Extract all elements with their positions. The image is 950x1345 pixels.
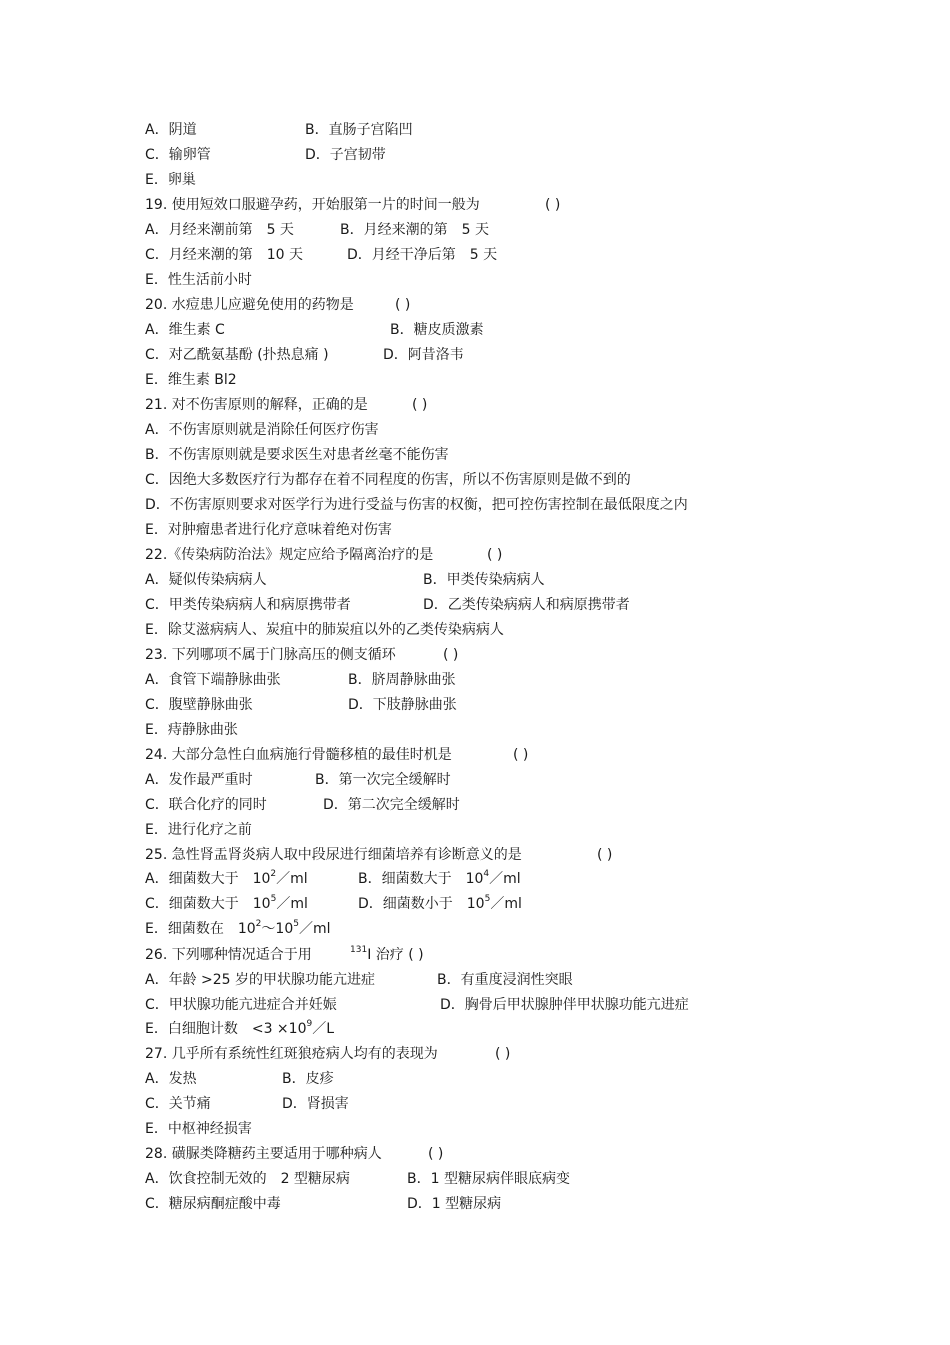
option-b: B．直肠子宫陷凹 <box>305 122 413 138</box>
option-d <box>358 894 522 914</box>
answer-bracket: ( ) <box>443 647 459 663</box>
exponent: 9 <box>306 1019 313 1030</box>
option-c: C．联合化疗的同时 <box>145 797 267 813</box>
option-b: B．月经来潮的第 5 天 <box>340 222 489 238</box>
option-c: C．糖尿病酮症酸中毒 <box>145 1196 281 1212</box>
option-c: C．甲状腺功能亢进症合并妊娠 <box>145 997 337 1013</box>
option-a: A．月经来潮前第 5 天 <box>145 222 294 238</box>
option-a: A．不伤害原则就是消除任何医疗伤害 <box>145 422 379 438</box>
isotope-number: 131 <box>350 945 368 956</box>
question-text: 23. 下列哪项不属于门脉高压的侧支循环 <box>145 647 396 663</box>
answer-bracket: ( ) <box>513 747 529 763</box>
option-b: B．第一次完全缓解时 <box>315 772 451 788</box>
unit: ／ml <box>276 871 308 887</box>
option-d: D．第二次完全缓解时 <box>323 797 460 813</box>
option-e: E．对肿瘤患者进行化疗意味着绝对伤害 <box>145 522 392 538</box>
option-e: E．痔静脉曲张 <box>145 722 238 738</box>
option-a: A．发热 <box>145 1071 197 1087</box>
exponent: 5 <box>270 894 277 905</box>
answer-bracket: ( ) <box>495 1046 511 1062</box>
option-a <box>145 869 308 889</box>
option-c: C．甲类传染病病人和病原携带者 <box>145 597 351 613</box>
option-d: D．1 型糖尿病 <box>407 1196 502 1212</box>
question-text: 28. 磺脲类降糖药主要适用于哪种病人 <box>145 1146 382 1162</box>
option-c: C．月经来潮的第 10 天 <box>145 247 304 263</box>
answer-bracket: I 治疗 ( ) <box>367 947 424 963</box>
option-d: D．子宫韧带 <box>305 147 386 163</box>
option-b <box>358 869 521 889</box>
question-text: 26. 下列哪种情况适合于用 <box>145 947 312 963</box>
option-e <box>145 1019 334 1039</box>
option-e: E．维生素 Bl2 <box>145 372 237 388</box>
option-b: B．不伤害原则就是要求医生对患者丝毫不能伤害 <box>145 447 449 463</box>
option-c: C．输卵管 <box>145 147 211 163</box>
unit: ／L <box>312 1021 335 1037</box>
option-a-text: A．细菌数大于 10 <box>145 871 271 887</box>
option-a: A．年龄 >25 岁的甲状腺功能亢进症 <box>145 972 376 988</box>
option-c: C．对乙酰氨基酚 (扑热息痛 ) <box>145 347 329 363</box>
option-e: E．性生活前小时 <box>145 272 252 288</box>
question-text: 27. 几乎所有系统性红斑狼疮病人均有的表现为 <box>145 1046 438 1062</box>
question-text: 19. 使用短效口服避孕药，开始服第一片的时间一般为 <box>145 197 480 213</box>
option-b: B．糖皮质激素 <box>390 322 484 338</box>
option-e <box>145 919 331 939</box>
option-d: D．月经干净后第 5 天 <box>347 247 498 263</box>
option-a: A．疑似传染病病人 <box>145 572 267 588</box>
question-text: 21. 对不伤害原则的解释，正确的是 <box>145 397 368 413</box>
option-d: D．胸骨后甲状腺肿伴甲状腺功能亢进症 <box>440 997 689 1013</box>
unit: ／ml <box>490 896 522 912</box>
question-text: 22.《传染病防治法》规定应给予隔离治疗的是 <box>145 547 434 563</box>
exponent: 2 <box>255 919 262 930</box>
option-b: B．脐周静脉曲张 <box>348 672 456 688</box>
exponent: 2 <box>270 869 277 880</box>
answer-bracket: ( ) <box>428 1146 444 1162</box>
option-b-text: B．细菌数大于 10 <box>358 871 484 887</box>
option-e-text: E．白细胞计数 <3 ×10 <box>145 1021 307 1037</box>
answer-bracket: ( ) <box>545 197 561 213</box>
option-e: E．卵巢 <box>145 172 196 188</box>
option-d: D．不伤害原则要求对医学行为进行受益与伤害的权衡，把可控伤害控制在最低限度之内 <box>145 497 688 513</box>
option-a: A．饮食控制无效的 2 型糖尿病 <box>145 1171 350 1187</box>
answer-bracket: ( ) <box>412 397 428 413</box>
option-c: C．腹壁静脉曲张 <box>145 697 253 713</box>
option-b: B．皮疹 <box>282 1071 334 1087</box>
unit: ／ml <box>489 871 521 887</box>
unit: ／ml <box>276 896 308 912</box>
answer-bracket: ( ) <box>487 547 503 563</box>
option-a: A．阴道 <box>145 122 197 138</box>
question-text-cont <box>350 945 424 965</box>
option-c-text: C．细菌数大于 10 <box>145 896 271 912</box>
unit: ／ml <box>298 921 331 937</box>
question-text: 20. 水痘患儿应避免使用的药物是 <box>145 297 354 313</box>
option-e: E．进行化疗之前 <box>145 822 252 838</box>
option-c: C．关节痛 <box>145 1096 211 1112</box>
option-e-text: E．细菌数在 10 <box>145 921 256 937</box>
question-text: 24. 大部分急性白血病施行骨髓移植的最佳时机是 <box>145 747 452 763</box>
option-d-text: D．细菌数小于 10 <box>358 896 485 912</box>
option-d: D．乙类传染病病人和病原携带者 <box>423 597 630 613</box>
exponent: 4 <box>483 869 490 880</box>
exponent: 5 <box>293 919 299 930</box>
option-a: A．食管下端静脉曲张 <box>145 672 281 688</box>
option-e: E．除艾滋病病人、炭疽中的肺炭疽以外的乙类传染病病人 <box>145 622 504 638</box>
option-c: C．因绝大多数医疗行为都存在着不同程度的伤害，所以不伤害原则是做不到的 <box>145 472 631 488</box>
option-c <box>145 894 308 914</box>
range-sep: ～10 <box>261 921 294 937</box>
option-b: B．有重度浸润性突眼 <box>437 972 573 988</box>
answer-bracket: ( ) <box>597 847 613 863</box>
option-a: A．维生素 C <box>145 322 225 338</box>
option-d: D．肾损害 <box>282 1096 349 1112</box>
answer-bracket: ( ) <box>395 297 411 313</box>
question-text: 25. 急性肾盂肾炎病人取中段尿进行细菌培养有诊断意义的是 <box>145 847 522 863</box>
exponent: 5 <box>484 894 491 905</box>
option-a: A．发作最严重时 <box>145 772 253 788</box>
option-d: D．下肢静脉曲张 <box>348 697 457 713</box>
option-b: B．甲类传染病病人 <box>423 572 545 588</box>
option-e: E．中枢神经损害 <box>145 1121 252 1137</box>
option-b: B．1 型糖尿病伴眼底病变 <box>407 1171 570 1187</box>
option-d: D．阿昔洛韦 <box>383 347 464 363</box>
